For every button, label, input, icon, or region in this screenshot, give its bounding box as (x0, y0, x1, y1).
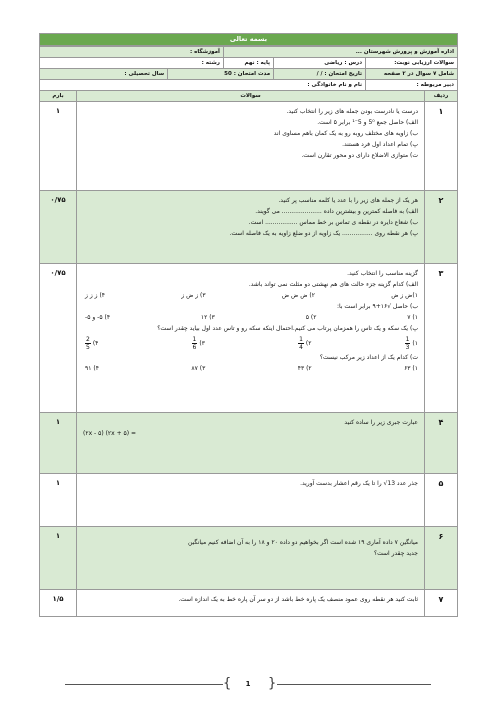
question-number: ۳ (424, 264, 457, 412)
question-score: ۱ (40, 474, 77, 526)
student-name-cell: نام و نام خانوادگی : (40, 80, 366, 91)
question-line: ت) کدام یک از اعداد زیر مرکب نیست؟ (319, 354, 418, 361)
question-line: جذر عدد 13√ را تا یک رقم اعشار بدست آورید. (300, 480, 418, 487)
question-score: ۰/۷۵ (40, 264, 77, 412)
option-prefix: ۲) (305, 339, 312, 347)
question-line: میانگین ۷ داده آماری ۱۹ شده است اگر بخواهیم دو داده ۲۰ و ۱۸ را به آن اضافه کنیم میانگین (187, 539, 418, 546)
question-line: هر یک از جمله های زیر را با عدد یا کلمه مناسب پر کنید. (278, 197, 418, 204)
option[interactable]: ۳) ز ض ز (181, 292, 206, 299)
office-cell: اداره آموزش و پرورش شهرستان ... (223, 47, 457, 58)
question-number: ۷ (424, 590, 457, 616)
options-c (83, 334, 418, 352)
question-body (77, 590, 424, 616)
question-body (77, 191, 424, 263)
option-fraction[interactable] (85, 336, 98, 351)
exam-sheet (39, 33, 458, 617)
question-row-1 (39, 102, 458, 191)
question-body (77, 474, 424, 526)
question-body (77, 102, 424, 190)
option[interactable]: ۳) ۱۲ (200, 314, 215, 321)
question-row-7 (39, 590, 458, 617)
question-score: ۱ (40, 102, 77, 190)
denominator: 6 (192, 343, 197, 351)
exam-term-cell: سوالات ارزیابی نوبت: (366, 58, 458, 69)
fraction (192, 336, 198, 351)
question-line: ب) حاصل √۱۶+۹ برابر است با: (337, 303, 418, 310)
options-a (83, 290, 418, 301)
question-row-4 (39, 413, 458, 474)
question-line: درست یا نادرست بودن جمله های زیر را انتخاب کنید. (286, 108, 418, 115)
question-number: ۲ (424, 191, 457, 263)
fraction (85, 336, 91, 351)
numerator: 2 (86, 335, 90, 343)
denominator: 4 (299, 343, 303, 351)
question-number: ۱ (424, 102, 457, 190)
option[interactable]: ۱) ۶۳ (404, 365, 418, 372)
question-row-5 (39, 474, 458, 527)
options-d (83, 363, 418, 374)
school-year-cell: سال تحصیلی : (40, 69, 168, 80)
question-line: پ) تمام اعداد اول فرد هستند. (342, 141, 418, 148)
numerator: 1 (405, 335, 410, 343)
question-body (77, 413, 424, 473)
exam-duration-cell: مدت امتحان : 50 (168, 69, 274, 80)
option[interactable]: ۴) ۹۱ (85, 365, 99, 372)
page-number: 1 (245, 680, 251, 688)
question-line: الف) به فاصله کمترین و بیشترین داده ..................... می گویند. (255, 208, 418, 215)
col-num-header: ردیف (424, 91, 457, 101)
header-title: بسمه تعالی (39, 33, 458, 46)
fraction (298, 336, 304, 351)
denominator: 3 (405, 343, 410, 351)
numerator: 1 (299, 335, 303, 343)
question-number: ۶ (424, 527, 457, 589)
question-score: ۱ (40, 413, 77, 473)
question-body (77, 264, 424, 412)
subject-cell: درس : ریاضی (274, 58, 366, 69)
question-number: ۴ (424, 413, 457, 473)
question-score: ۱/۵ (40, 590, 77, 616)
question-number: ۵ (424, 474, 457, 526)
question-line: گزینه مناسب را انتخاب کنید. (347, 270, 418, 277)
footer-bracket-right: } (268, 676, 277, 691)
question-row-3 (39, 264, 458, 413)
option-fraction[interactable] (192, 336, 205, 351)
question-score: ۰/۷۵ (40, 191, 77, 263)
question-line: ب) زاویه های مختلف روبه رو به یک کمان باهم مساوی اند (273, 130, 418, 137)
fraction (405, 336, 411, 351)
col-questions-header: سوالات (240, 93, 261, 99)
header-table (39, 46, 458, 91)
question-body (77, 527, 424, 589)
teacher-cell: دبیر مربوطه : (366, 80, 458, 91)
option[interactable]: ۲) ۴۳ (297, 365, 312, 372)
question-count-cell: شامل ۷ سوال در ۲ صفحه (366, 69, 458, 80)
question-line: عبارت جبری زیر را ساده کنید (344, 419, 418, 426)
option[interactable]: ۲) ۵ (305, 314, 317, 321)
algebraic-expression: (۲x - ۵) (۲x + ۵) = (83, 430, 137, 437)
question-line: پ) یک سکه و یک تاس را همزمان پرتاب می کنیم.احتمال اینکه سکه رو و تاس عدد اول بیاید چقدر است؟ (157, 325, 418, 332)
question-row-2 (39, 191, 458, 264)
grade-cell: پایه : نهم (223, 58, 273, 69)
question-line: جدید چقدر است؟ (373, 550, 418, 557)
footer-bracket-left: { (223, 676, 232, 691)
option[interactable]: ۳) ۸۷ (191, 365, 206, 372)
question-line: ثابت کنید هر نقطه روی عمود منصف یک پاره خط باشد از دو سر آن پاره خط به یک اندازه است. (178, 596, 418, 603)
option[interactable]: ۴) ۵- و ۵- (85, 314, 111, 321)
option-prefix: ۱) (412, 339, 418, 347)
question-row-6 (39, 527, 458, 590)
option[interactable]: ۲) ض ض ض (281, 292, 315, 299)
option-fraction[interactable] (405, 336, 418, 351)
option[interactable]: ۱) ۷ (407, 314, 418, 321)
option-prefix: ۴) (92, 339, 99, 347)
field-cell: رشته : (40, 58, 224, 69)
question-line: الف) حاصل جمع 5⁰ و 5⁻¹ برابر ۵ است. (317, 119, 418, 126)
option[interactable]: ۱)ض ز ض (391, 292, 418, 299)
denominator: 5 (86, 343, 90, 351)
question-line: ب) شعاع دایره در نقطه ی تماس بر خط مماس ................. است. (248, 219, 418, 226)
page-footer (65, 674, 431, 694)
question-score: ۱ (40, 527, 77, 589)
question-line: ت) متوازی الاضلاع دارای دو محور تقارن است. (301, 152, 418, 159)
school-cell: آموزشگاه : (40, 47, 224, 58)
question-line: الف) کدام گزینه جزء حالت های هم نهشتی دو مثلث نمی تواند باشد. (248, 281, 418, 288)
footer-divider (65, 684, 223, 685)
option-prefix: ۳) (199, 339, 205, 347)
column-header (39, 91, 458, 102)
col-score-header: بارم (40, 91, 77, 101)
options-b (83, 312, 418, 323)
numerator: 1 (192, 335, 197, 343)
option[interactable]: ۴) ز ز ز (85, 292, 106, 299)
footer-divider (277, 684, 431, 685)
option-fraction[interactable] (298, 336, 311, 351)
exam-date-cell: تاریخ امتحان : / / (274, 69, 366, 80)
question-line: پ) هر نقطه روی ................ یک زاویه از دو ضلع زاویه به یک فاصله است. (229, 230, 418, 237)
